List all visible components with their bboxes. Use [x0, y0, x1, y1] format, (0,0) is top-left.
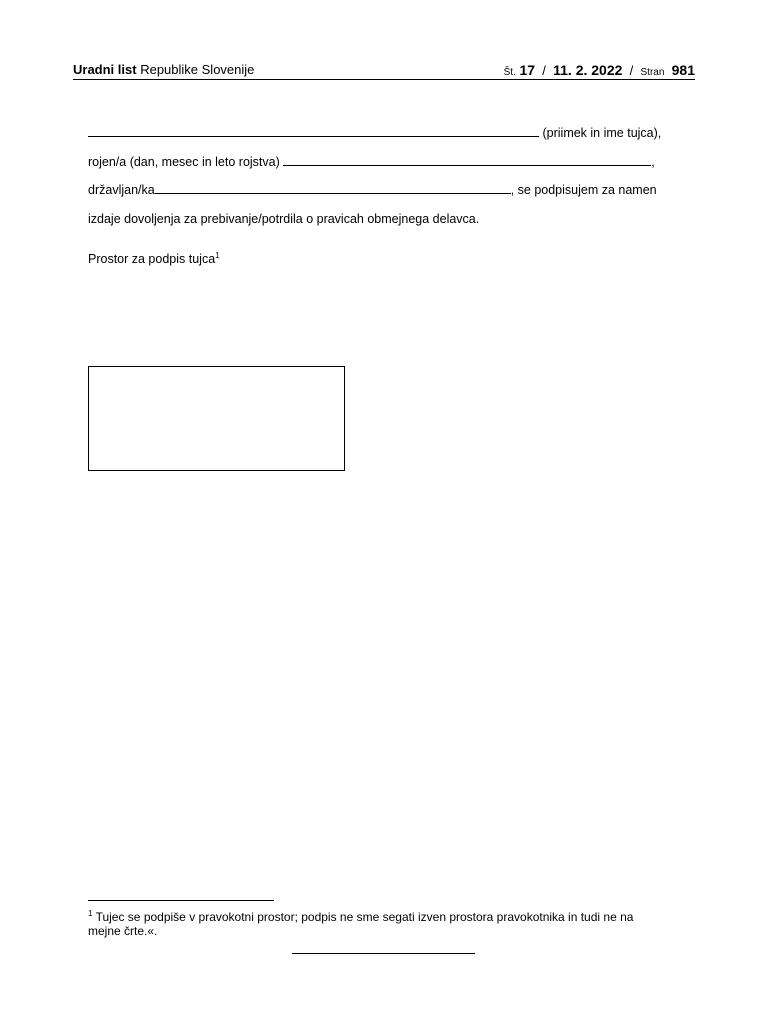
- page-header: [73, 62, 695, 80]
- citizenship-suffix: , se podpisujem za namen: [510, 183, 657, 197]
- form-line-purpose: izdaje dovoljenja za prebivanje/potrdila o pravicah obmejnega delavca.: [88, 212, 480, 226]
- signature-label: [88, 251, 220, 266]
- footnote: [88, 907, 668, 938]
- issue-number-label: Št.: [503, 67, 516, 78]
- form-line-name: [88, 126, 661, 140]
- journal-title-bold: Uradni list: [73, 62, 137, 77]
- footnote-divider: [88, 900, 274, 901]
- form-line-birth: [88, 155, 655, 169]
- end-rule: [292, 953, 475, 954]
- separator: /: [542, 63, 546, 78]
- birth-suffix: ,: [651, 155, 655, 169]
- birth-blank[interactable]: [283, 155, 651, 166]
- issue-date: 11. 2. 2022: [553, 62, 623, 78]
- journal-title-rest: Republike Slovenije: [140, 62, 255, 77]
- issue-number: 17: [519, 62, 536, 78]
- footnote-marker: 1: [88, 909, 93, 918]
- citizenship-label: državljan/ka: [88, 183, 155, 197]
- separator: /: [629, 63, 634, 78]
- signature-label-text: Prostor za podpis tujca: [88, 252, 216, 267]
- form-line-citizenship: [88, 183, 657, 197]
- citizenship-blank[interactable]: [155, 183, 511, 194]
- birth-label: rojen/a (dan, mesec in leto rojstva): [88, 155, 280, 169]
- page-label: Stran: [640, 67, 665, 78]
- page-number: 981: [671, 62, 695, 78]
- signature-box[interactable]: [88, 366, 345, 471]
- issue-info: [504, 62, 695, 78]
- footnote-text: Tujec se podpiše v pravokotni prostor; podpis ne sme segati izven prostora pravokotnika in tudi ne na mejne črte.«.: [88, 910, 634, 938]
- name-hint: (priimek in ime tujca),: [542, 126, 662, 140]
- name-blank[interactable]: [88, 126, 539, 137]
- footnote-ref: 1: [215, 251, 220, 260]
- journal-title: [73, 62, 254, 77]
